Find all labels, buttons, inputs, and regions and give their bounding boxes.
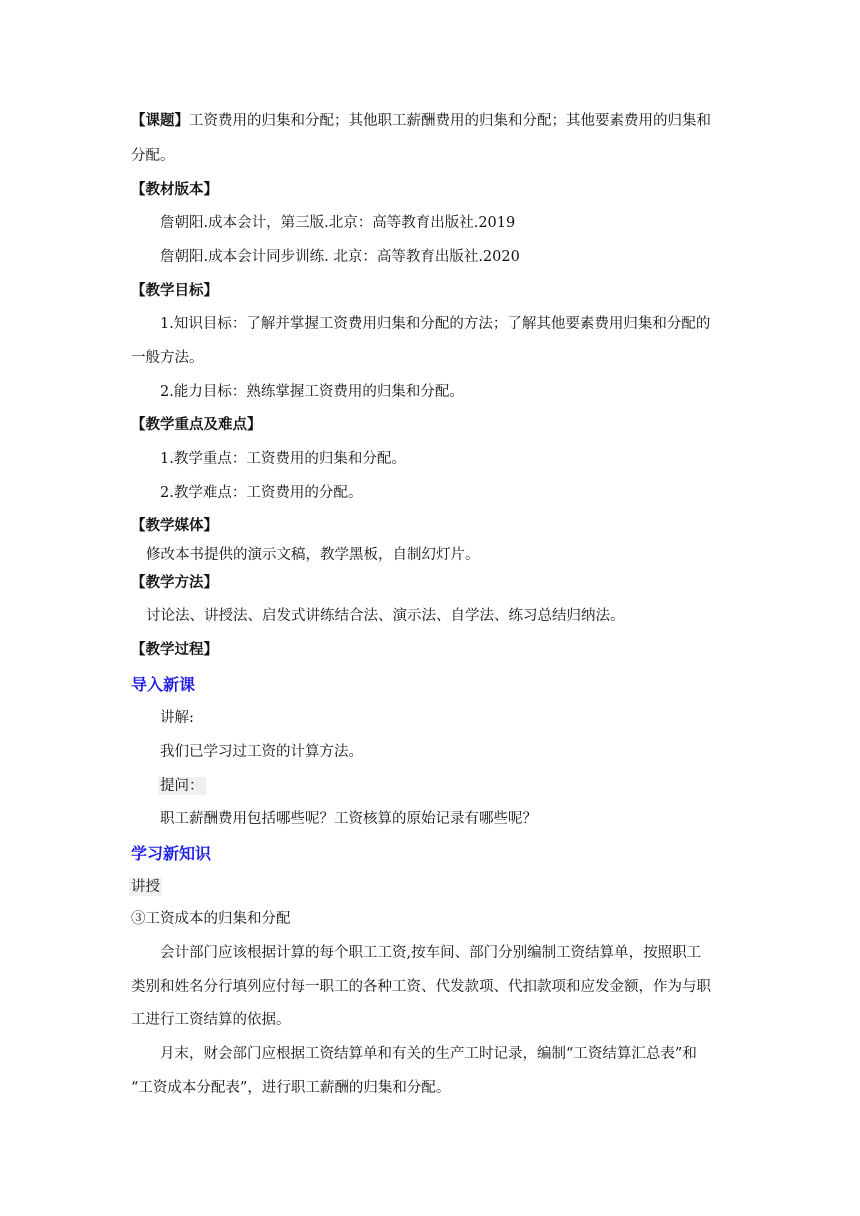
objective-2: 2.能力目标：熟练掌握工资费用的归集和分配。 [160, 384, 464, 400]
methods-text: 讨论法、讲授法、启发式讲练结合法、演示法、自学法、练习总结归纳法。 [146, 608, 625, 624]
lecture-label-wrap [129, 877, 162, 897]
objective-1-line-2: 一般方法。 [131, 350, 204, 366]
key-points-heading: 【教学重点及难点】 [131, 417, 262, 433]
textbook-heading: 【教材版本】 [131, 182, 218, 198]
objectives-heading: 【教学目标】 [131, 283, 218, 299]
question-text: 职工薪酬费用包括哪些呢？工资核算的原始记录有哪些呢？ [160, 811, 537, 827]
intro-heading: 导入新课 [131, 675, 196, 694]
objective-1-line-1: 1.知识目标：了解并掌握工资费用归集和分配的方法；了解其他要素费用归集和分配的 [160, 316, 711, 332]
topic-line-2: 分配。 [131, 148, 175, 164]
para1-line-1: 会计部门应该根据计算的每个职工工资,按车间、部门分别编制工资结算单，按照职工 [160, 945, 702, 961]
textbook-item-2: 詹朝阳.成本会计同步训练. 北京：高等教育出版社.2020 [160, 249, 520, 265]
media-heading: 【教学媒体】 [131, 518, 218, 534]
topic-label: 【课题】 [131, 113, 189, 129]
question-label-wrap [158, 776, 206, 796]
media-text: 修改本书提供的演示文稿，教学黑板，自制幻灯片。 [146, 547, 480, 563]
para2-line-1: 月末，财会部门应根据工资结算单和有关的生产工时记录，编制“工资结算汇总表”和 [160, 1046, 697, 1062]
question-label: 提问： [160, 778, 204, 794]
para2-line-2: “工资成本分配表”，进行职工薪酬的归集和分配。 [131, 1080, 451, 1096]
explain-label: 讲解: [160, 710, 194, 726]
topic-line-1 [131, 111, 711, 131]
key-point-1: 1.教学重点：工资费用的归集和分配。 [160, 451, 406, 467]
explain-text: 我们已学习过工资的计算方法。 [160, 744, 363, 760]
lecture-label: 讲授 [131, 879, 160, 895]
new-knowledge-heading: 学习新知识 [131, 844, 212, 863]
para1-line-3: 工进行工资结算的依据。 [131, 1012, 291, 1028]
key-point-2: 2.教学难点：工资费用的分配。 [160, 485, 363, 501]
textbook-item-1: 詹朝阳.成本会计，第三版.北京：高等教育出版社.2019 [160, 215, 516, 231]
topic-text: 工资费用的归集和分配；其他职工薪酬费用的归集和分配；其他要素费用的归集和 [189, 113, 711, 129]
methods-heading: 【教学方法】 [131, 575, 218, 591]
process-heading: 【教学过程】 [131, 642, 218, 658]
subheading: ③工资成本的归集和分配 [131, 911, 291, 927]
para1-line-2: 类别和姓名分行填列应付每一职工的各种工资、代发款项、代扣款项和应发金额，作为与职 [131, 979, 711, 995]
